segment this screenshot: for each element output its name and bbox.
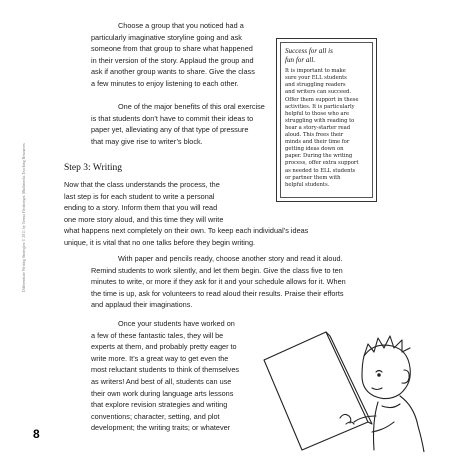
child-reading-paper-drawing <box>254 326 432 452</box>
child-reading-paper-illustration <box>254 326 432 457</box>
sidebar-body <box>285 68 369 189</box>
text-line: as writers! And best of all, students can use <box>91 376 232 386</box>
paragraph-fantastic-tales <box>91 318 239 434</box>
text-line: Remind students to work silently, and let them begin. Give the class five to ten <box>91 265 343 275</box>
text-line: ask if another group wants to share. Give the class <box>91 67 255 77</box>
text-line: minutes to write, or more if they ask for it and your schedule allows for it. When <box>91 277 346 287</box>
text-line: fun for all. <box>285 55 316 64</box>
paragraph-oral-benefits <box>91 101 265 147</box>
paragraph-paper-and-pencils <box>91 253 346 311</box>
text-line: particularly imaginative storyline going and ask <box>91 32 242 42</box>
text-line: With paper and pencils ready, choose another story and read it aloud. <box>118 254 343 263</box>
text-line: paper. During the writing <box>285 153 353 160</box>
section-heading-step-3: Step 3: Writing <box>64 163 123 173</box>
paragraph-choose-group <box>91 20 255 90</box>
text-line: activities. It is particularly <box>285 103 355 110</box>
side-copyright-credit: Differentiate Writing Strategies © 2011 by Teresa Heinberger. Multimedia Teaching Resources <box>22 143 26 292</box>
text-line: that explore revision strategies and writing <box>91 400 228 410</box>
sidebar-box-ell-support <box>276 38 377 202</box>
text-line: getting ideas down on <box>285 146 344 153</box>
text-line: their own work during language arts lessons <box>91 388 234 398</box>
sidebar-title <box>285 47 369 64</box>
text-line: experts at them, and probably pretty eager to <box>91 342 237 352</box>
text-line: and struggling readers <box>285 82 346 89</box>
text-line: last step is for each student to write a personal <box>64 191 215 201</box>
text-line: struggling with reading to <box>285 117 355 124</box>
text-line: write more. It’s a great way to get even the <box>91 353 229 363</box>
text-line: that may give rise to writer’s block. <box>91 136 203 146</box>
text-line: is that students don’t have to commit their ideas to <box>91 113 254 123</box>
text-line: aloud. This frees their <box>285 132 344 139</box>
text-line: helpful students. <box>285 181 330 188</box>
sidebar-inner-frame <box>280 42 373 198</box>
text-line: in their version of the story. Applaud the group and <box>91 55 254 65</box>
text-line: Success for all is <box>285 47 333 55</box>
text-line: ending to a story. Inform them that you will read <box>64 203 218 213</box>
text-line: helpful to those who are <box>285 110 350 117</box>
text-line: the time is up, ask for volunteers to read aloud their results. Praise their efforts <box>91 288 344 298</box>
text-line: hear a story-starter read <box>285 124 351 131</box>
text-line: sure your ELL students <box>285 75 347 82</box>
text-line: and writers can succeed. <box>285 89 352 96</box>
text-line: Once your students have worked on <box>118 319 235 328</box>
text-line: Choose a group that you noticed had a <box>118 21 244 30</box>
text-line: a few of these fantastic tales, they will be <box>91 330 224 340</box>
text-line: what happens next completely on their own. To keep each individual’s ideas <box>64 226 309 236</box>
paragraph-writing-step <box>64 179 308 249</box>
text-line: someone from that group to share what happened <box>91 44 253 54</box>
text-line: process, offer extra support <box>285 160 359 167</box>
text-line: minds and their time for <box>285 139 350 146</box>
text-line: Offer them support in these <box>285 96 359 103</box>
text-line: one more story aloud, and this time they will write <box>64 214 224 224</box>
text-line: a few minutes to enjoy listening to each other. <box>91 78 239 88</box>
text-line: or partner them with <box>285 174 341 181</box>
text-line: unique, it is vital that no one talks before they begin writing. <box>64 237 256 247</box>
text-line: and applaud their imaginations. <box>91 300 193 310</box>
text-line: conventions; character, setting, and plot <box>91 411 220 421</box>
text-line: development; the writing traits; or whatever <box>91 423 231 433</box>
page-number: 8 <box>33 427 40 441</box>
text-line: most reluctant students to think of themselves <box>91 365 240 375</box>
text-line: as needed to ELL students <box>285 167 356 174</box>
text-line: It is important to make <box>285 68 346 75</box>
text-line: Now that the class understands the process, the <box>64 180 220 189</box>
text-line: One of the major benefits of this oral exercise <box>118 102 265 111</box>
text-line: paper yet, alleviating any of that type of pressure <box>91 125 249 135</box>
